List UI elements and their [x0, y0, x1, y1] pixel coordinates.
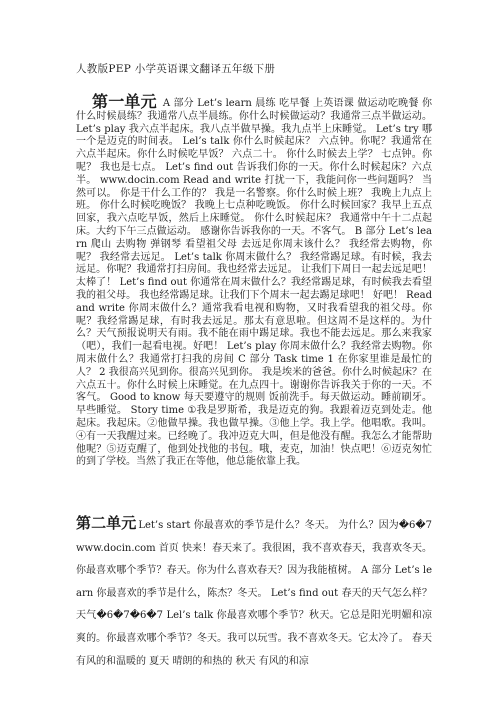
document-title: 人教版PEP 小学英语课文翻译五年级下册 [76, 63, 276, 75]
unit-one-heading: 第一单元 [92, 92, 157, 111]
unit-two-section [76, 512, 432, 673]
unit-two-heading: 第二单元 [76, 514, 137, 532]
unit-one-body: A 部分 Let’s learn 晨练 吃早餐 上英语课 做运动吃晚餐 你什么时候晨练？我通常八点半晨练。你什么时候做运动？我通常三点半做运动。 Let’s play 我六点半起床。我八点半做早操。我九点半上床睡觉。 Let’s try 哪一个是迈克的时间表。 Lel’s talk 你什么时候起床？ 六点钟。你呢？我通常在六点半起床。你什么时候吃早饭？ 六点二十。 你什么时候去上学？ 七点钟。你呢？ 我也是七点。 Let’s find out 告诉我们你的一天。你什么时候起床？六点半。 www.docin.com Read and write 打扰一下，我能问你一些问题吗？ 当然可以。 你是干什么工作的？ 我是一名警察。你什么时候上班？ 我晚上九点上班。 你什么时候吃晚饭？ 我晚上七点种吃晚饭。 你什么时候回家？我早上五点回家，我六点吃早饭，然后上床睡觉。 你什么时候起床？ 我通常中午十二点起床。大约下午三点做运动。 感谢你告诉我你的一天。不客气。 B 部分 Let’s learn 爬山 去购物 弹钢琴 看望祖父母 去远足你周末该什么？ 我经常去购物，你呢？ 我经常去远足。 Let’s talk 你周末做什么？ 我经常踢足球。有时候，我去远足。你呢？我通常打扫房间。我也经常去远足。 让我们下周日一起去远足吧！ 太棒了！ Let’s find out 你通常在周末做什么？我经常踢足球，有时候我去看望我的祖父母。 我也经常踢足球。让我们下个周末一起去踢足球吧！ 好吧！ Read and write 你周末做什么？通常我看电视和购物，又时我看望我的祖父母。你呢？我经常踢足球，有时我去远足。那太有意思啦。但这周不是这样的。为什么？天气预报说明天有雨。我不能在雨中踢足球。我也不能去远足。那么来我家（吧），我们一起看电视。好吧！ Let’s play 你周末做什么？我经常去购物。你周末做什么？我通常打扫我的房间 C 部分 Task time 1 在你家里谁是最忙的人？ 2 我很高兴见到你。很高兴见到你。 我是埃米的爸爸。你什么时候起床？在六点五十。你什么时候上床睡觉。在九点四十。谢谢你告诉我关于你的一天。不客气。 Good to know 每天要遵守的规则 饭前洗手。每天做运动。睡前刷牙。早些睡觉。 Story time ①我是罗斯希，我是迈克的狗。我跟着迈克到处走。他起床。我起床。②他做早操。我也做早操。③他上学。我上学。他唱歌。我叫。④有一天我醒过来。已经晚了。我冲迈克大叫，但是他没有醒。我怎么才能帮助他呢？⑤迈克醒了，他到处找他的书包。哦，麦克，加油！快点吧！⑥迈克匆忙的到了学校。当然了我正在等他，他总能依靠上我。 [76, 98, 432, 468]
unit-one-section [76, 92, 432, 469]
unit-two-body: Let’s start 你最喜欢的季节是什么？冬天。 为什么？因为�6�7 www.docin.com 首页 快来！春天来了。我很困，我不喜欢春天，我喜欢冬天。你最喜欢哪个季节？春天。你为什么喜欢春天？因为我能植树。 A 部分 Let’s learn 你最喜欢的季节是什么，陈杰？冬天。 Let’s find out 春天的天气怎么样？天气�6�7�6�7 Lel’s talk 你最喜欢哪个季节？秋天。它总是阳光明媚和凉爽的。你最喜欢哪个季节？冬天。我可以玩雪。我不喜欢冬天。它太冷了。 春天 有风的和温暖的 夏天 晴朗的和热的 秋天 有风的和凉 [76, 520, 432, 667]
